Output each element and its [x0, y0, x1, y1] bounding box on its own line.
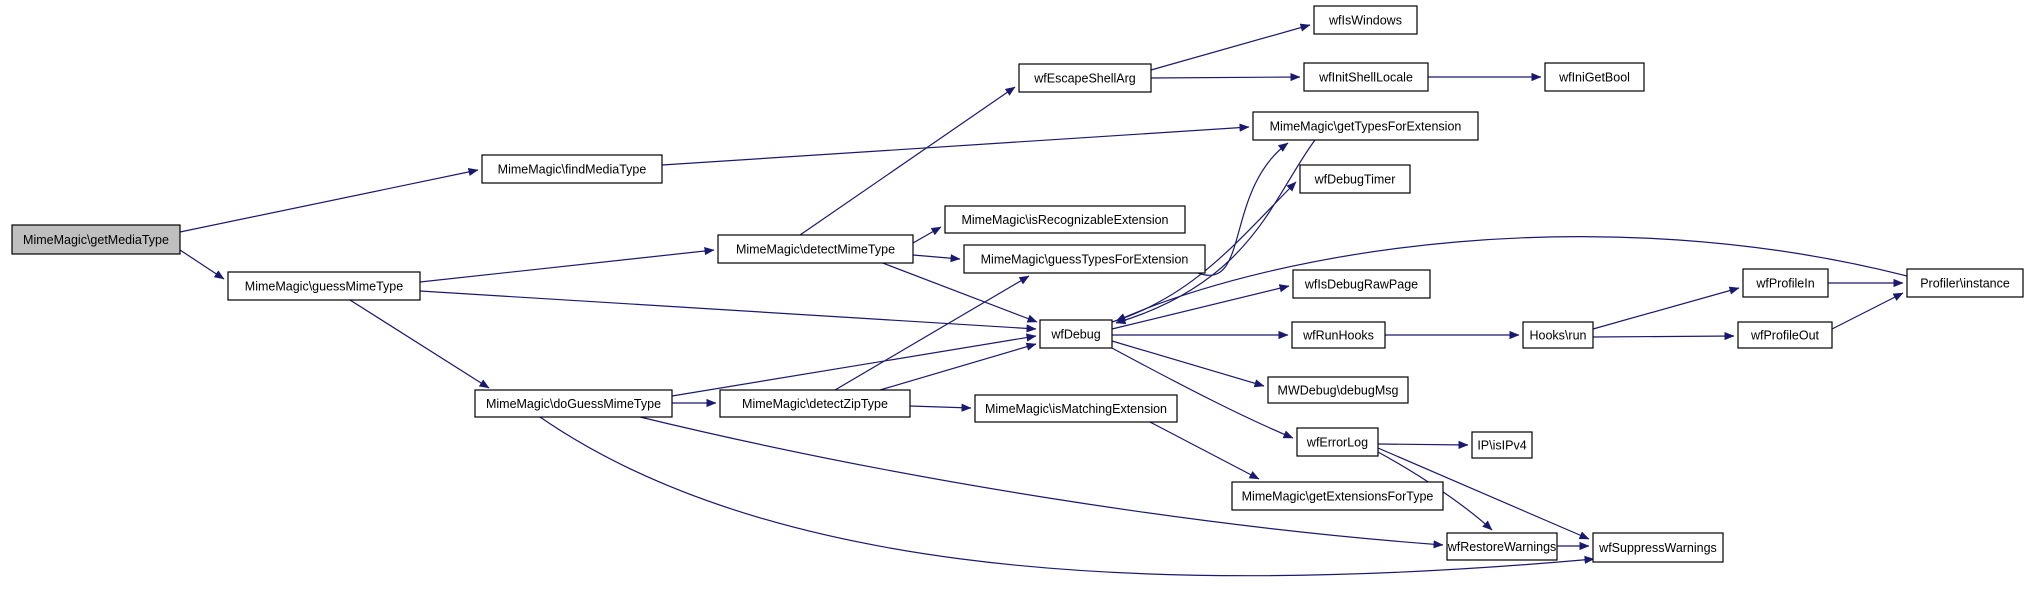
- node-box-wfDebugTimer[interactable]: [1300, 165, 1410, 193]
- node-box-guessMimeType[interactable]: [228, 272, 420, 300]
- node-box-wfInitShellLocale[interactable]: [1304, 63, 1428, 91]
- node-label-guessMimeType: MimeMagic\guessMimeType: [244, 279, 404, 294]
- node-box-isRecognizableExtension[interactable]: [945, 206, 1185, 233]
- node-isRecognizableExtension[interactable]: [945, 206, 1185, 233]
- edge-wfEscapeShellArg-to-wfInitShellLocale: [1151, 77, 1300, 78]
- node-box-wfIsWindows[interactable]: [1314, 6, 1417, 34]
- node-wfInitShellLocale[interactable]: [1304, 63, 1428, 91]
- node-guessTypesForExtension[interactable]: [964, 245, 1205, 273]
- node-box-getExtensionsForType[interactable]: [1232, 482, 1443, 510]
- node-box-doGuessMimeType[interactable]: [475, 390, 672, 417]
- node-box-findMediaType[interactable]: [482, 155, 662, 183]
- node-wfEscapeShellArg[interactable]: [1019, 64, 1151, 92]
- node-label-getExtensionsForType: MimeMagic\getExtensionsForType: [1241, 489, 1434, 504]
- node-label-wfInitShellLocale: wfInitShellLocale: [1319, 70, 1413, 85]
- edge-wfEscapeShellArg-to-wfIsWindows: [1151, 25, 1310, 70]
- edge-guessMimeType-to-doGuessMimeType: [350, 300, 489, 388]
- node-label-IPisIPv4: IP\isIPv4: [1477, 438, 1527, 453]
- edge-isMatchingExtension-to-getExtensionsForType: [1150, 422, 1259, 479]
- node-wfProfileIn[interactable]: [1743, 269, 1828, 297]
- edge-wfErrorLog-to-IPisIPv4: [1378, 444, 1468, 445]
- node-ProfilerInstance[interactable]: [1907, 269, 2023, 297]
- node-box-wfIsDebugRawPage[interactable]: [1293, 270, 1430, 298]
- edge-detectMimeType-to-guessTypesForExtension: [913, 255, 960, 259]
- edge-guessTypesForExtension-to-getTypesForExtension: [1198, 143, 1288, 275]
- node-label-wfIsDebugRawPage: wfIsDebugRawPage: [1304, 277, 1419, 292]
- node-wfIsWindows[interactable]: [1314, 6, 1417, 34]
- node-label-wfRunHooks: wfRunHooks: [1303, 328, 1374, 343]
- node-label-wfIniGetBool: wfIniGetBool: [1559, 70, 1630, 85]
- node-guessMimeType[interactable]: [228, 272, 420, 300]
- node-box-wfProfileIn[interactable]: [1743, 269, 1828, 297]
- node-box-wfErrorLog[interactable]: [1297, 428, 1378, 456]
- node-HooksRun[interactable]: [1523, 322, 1593, 348]
- node-label-wfSuppressWarnings: wfSuppressWarnings: [1599, 540, 1717, 555]
- node-box-wfSuppressWarnings[interactable]: [1593, 533, 1723, 562]
- node-wfIsDebugRawPage[interactable]: [1293, 270, 1430, 298]
- node-label-guessTypesForExtension: MimeMagic\guessTypesForExtension: [980, 252, 1189, 267]
- node-label-ProfilerInstance: Profiler\instance: [1920, 276, 2010, 291]
- node-isMatchingExtension[interactable]: [975, 395, 1177, 422]
- edge-HooksRun-to-wfProfileIn: [1593, 288, 1739, 329]
- edge-wfDebug-to-wfIsDebugRawPage: [1112, 286, 1289, 329]
- edge-wfDebug-to-MWDebugDebugMsg: [1112, 341, 1264, 386]
- node-label-HooksRun: Hooks\run: [1529, 328, 1587, 343]
- node-label-wfProfileOut: wfProfileOut: [1750, 328, 1820, 343]
- edge-getMediaType-to-guessMimeType: [180, 250, 224, 279]
- edge-findMediaType-to-getTypesForExtension: [662, 127, 1249, 165]
- edge-doGuessMimeType-to-wfDebug: [672, 336, 1036, 396]
- node-box-ProfilerInstance[interactable]: [1907, 269, 2023, 297]
- node-label-wfErrorLog: wfErrorLog: [1306, 435, 1369, 450]
- edge-wfDebug-to-wfErrorLog: [1110, 347, 1293, 438]
- edge-wfProfileOut-to-ProfilerInstance: [1832, 293, 1903, 329]
- node-box-getTypesForExtension[interactable]: [1253, 112, 1478, 140]
- node-doGuessMimeType[interactable]: [475, 390, 672, 417]
- node-wfErrorLog[interactable]: [1297, 428, 1378, 456]
- node-findMediaType[interactable]: [482, 155, 662, 183]
- node-wfIniGetBool[interactable]: [1545, 63, 1644, 91]
- node-label-isMatchingExtension: MimeMagic\isMatchingExtension: [984, 401, 1168, 416]
- node-box-isMatchingExtension[interactable]: [975, 395, 1177, 422]
- node-detectMimeType[interactable]: [718, 235, 913, 263]
- node-label-isRecognizableExtension: MimeMagic\isRecognizableExtension: [961, 212, 1169, 227]
- node-label-MWDebugDebugMsg: MWDebug\debugMsg: [1277, 383, 1399, 398]
- node-box-guessTypesForExtension[interactable]: [964, 245, 1205, 273]
- node-wfProfileOut[interactable]: [1738, 322, 1832, 348]
- node-box-wfEscapeShellArg[interactable]: [1019, 64, 1151, 92]
- nodes-layer: [12, 6, 2023, 562]
- node-wfRunHooks[interactable]: [1292, 322, 1385, 348]
- node-label-wfDebugTimer: wfDebugTimer: [1314, 172, 1396, 187]
- edge-detectZipType-to-wfDebug: [880, 344, 1036, 390]
- edge-detectZipType-to-isMatchingExtension: [910, 406, 971, 408]
- node-label-findMediaType: MimeMagic\findMediaType: [497, 162, 647, 177]
- node-box-getMediaType[interactable]: [12, 225, 180, 254]
- node-label-getMediaType: MimeMagic\getMediaType: [23, 232, 169, 247]
- node-box-MWDebugDebugMsg[interactable]: [1268, 377, 1408, 403]
- node-getMediaType[interactable]: [12, 225, 180, 254]
- node-getExtensionsForType[interactable]: [1232, 482, 1443, 510]
- edges-layer: [180, 25, 1907, 576]
- node-label-doGuessMimeType: MimeMagic\doGuessMimeType: [485, 396, 662, 411]
- edge-guessMimeType-to-detectMimeType: [420, 250, 714, 282]
- node-box-wfRestoreWarnings[interactable]: [1447, 533, 1557, 560]
- node-box-detectMimeType[interactable]: [718, 235, 913, 263]
- node-box-wfRunHooks[interactable]: [1292, 322, 1385, 348]
- node-wfSuppressWarnings[interactable]: [1593, 533, 1723, 562]
- node-wfDebugTimer[interactable]: [1300, 165, 1410, 193]
- edge-guessMimeType-to-wfDebug: [420, 291, 1036, 329]
- node-getTypesForExtension[interactable]: [1253, 112, 1478, 140]
- node-box-detectZipType[interactable]: [720, 390, 910, 417]
- node-MWDebugDebugMsg[interactable]: [1268, 377, 1408, 403]
- node-label-detectMimeType: MimeMagic\detectMimeType: [735, 242, 896, 257]
- node-label-detectZipType: MimeMagic\detectZipType: [742, 396, 888, 411]
- node-label-wfRestoreWarnings: wfRestoreWarnings: [1447, 539, 1557, 554]
- node-wfRestoreWarnings[interactable]: [1447, 533, 1557, 560]
- edge-detectMimeType-to-isRecognizableExtension: [913, 227, 941, 243]
- node-label-wfIsWindows: wfIsWindows: [1329, 13, 1402, 28]
- node-label-getTypesForExtension: MimeMagic\getTypesForExtension: [1269, 119, 1462, 134]
- node-label-wfDebug: wfDebug: [1051, 327, 1101, 342]
- edge-getMediaType-to-findMediaType: [180, 170, 478, 232]
- node-label-wfEscapeShellArg: wfEscapeShellArg: [1034, 71, 1136, 86]
- node-label-wfProfileIn: wfProfileIn: [1756, 276, 1815, 291]
- node-box-IPisIPv4[interactable]: [1472, 432, 1532, 458]
- node-box-wfProfileOut[interactable]: [1738, 322, 1832, 348]
- node-wfDebug[interactable]: [1040, 320, 1112, 348]
- node-box-wfIniGetBool[interactable]: [1545, 63, 1644, 91]
- edge-detectZipType-to-guessTypesForExtension: [835, 276, 1029, 390]
- node-box-HooksRun[interactable]: [1523, 322, 1593, 348]
- node-IPisIPv4[interactable]: [1472, 432, 1532, 458]
- node-box-wfDebug[interactable]: [1040, 320, 1112, 348]
- edge-HooksRun-to-wfProfileOut: [1593, 336, 1734, 337]
- node-detectZipType[interactable]: [720, 390, 910, 417]
